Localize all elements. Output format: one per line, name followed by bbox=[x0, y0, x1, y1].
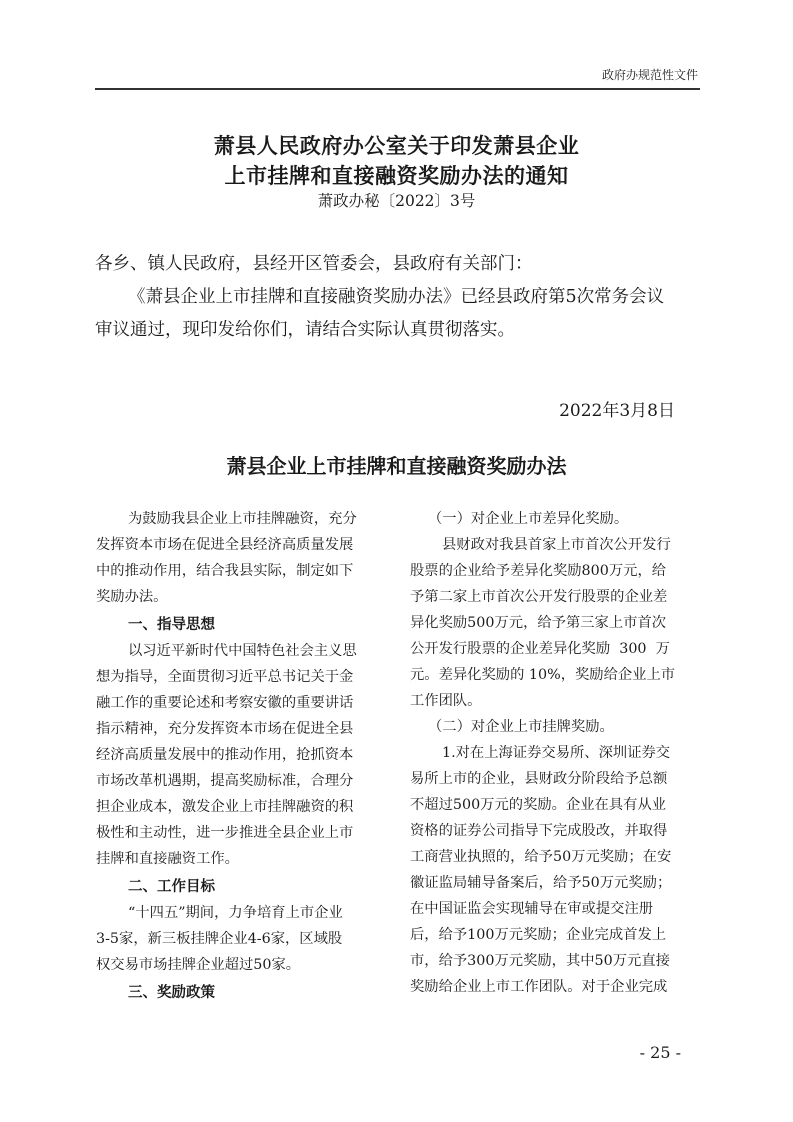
right-paragraph-line: 1.对在上海证券交易所、深圳证券交 bbox=[442, 745, 671, 761]
left-paragraph-line: 以习近平新时代中国特色社会主义思 bbox=[128, 643, 357, 659]
right-paragraph-line: 股票的企业给予差异化奖励800万元，给 bbox=[410, 563, 667, 579]
left-paragraph-line: 经济高质量发展中的推动作用，抢抓资本 bbox=[96, 747, 354, 763]
section-heading-guiding-ideology: 一、指导思想 bbox=[128, 617, 215, 633]
left-paragraph-line: 指示精神，充分发挥资本市场在促进全县 bbox=[96, 721, 354, 737]
right-paragraph-line: 元。差异化奖励的 10%，奖励给企业上市 bbox=[410, 667, 676, 683]
right-paragraph-line: 工商营业执照的，给予50万元奖励；在安 bbox=[410, 849, 672, 865]
notice-body-line-1: 《萧县企业上市挂牌和直接融资奖励办法》已经县政府第5次常务会议 bbox=[128, 287, 665, 307]
left-paragraph-line: 担企业成本，激发企业上市挂牌融资的积 bbox=[96, 799, 354, 815]
right-paragraph-line: 资格的证券公司指导下完成股改，并取得 bbox=[410, 823, 668, 839]
section-heading-work-goals: 二、工作目标 bbox=[128, 879, 215, 895]
right-paragraph-line: 异化奖励500万元，给予第三家上市首次 bbox=[410, 615, 667, 631]
notice-body-line-2: 审议通过，现印发给你们，请结合实际认真贯彻落实。 bbox=[95, 320, 515, 340]
issue-date: 2022年3月8日 bbox=[559, 401, 675, 421]
left-paragraph-line: 发挥资本市场在促进全县经济高质量发展 bbox=[96, 537, 354, 553]
left-paragraph-line: “十四五”期间，力争培育上市企业 bbox=[128, 905, 343, 921]
left-paragraph-line: 中的推动作用，结合我县实际，制定如下 bbox=[96, 563, 354, 579]
subsection-heading-differentiated-reward: （一）对企业上市差异化奖励。 bbox=[428, 511, 629, 527]
page-number: - 25 - bbox=[639, 1043, 681, 1062]
left-paragraph-line: 想为指导，全面贯彻习近平总书记关于金 bbox=[96, 669, 354, 685]
left-paragraph-line: 权交易市场挂牌企业超过50家。 bbox=[96, 957, 301, 973]
left-paragraph-line: 3-5家，新三板挂牌企业4-6家，区域股 bbox=[96, 931, 343, 947]
right-paragraph-line: 后，给予100万元奖励；企业完成首发上 bbox=[410, 927, 667, 943]
notice-title-line-1: 萧县人民政府办公室关于印发萧县企业 bbox=[213, 133, 580, 158]
section-heading-reward-policy: 三、奖励政策 bbox=[128, 985, 215, 1001]
header-divider bbox=[95, 88, 700, 90]
subsection-heading-listing-reward: （二）对企业上市挂牌奖励。 bbox=[428, 719, 614, 735]
right-paragraph-line: 公开发行股票的企业差异化奖励 300 万 bbox=[410, 641, 670, 657]
addressee: 各乡、镇人民政府，县经开区管委会，县政府有关部门： bbox=[95, 254, 533, 274]
right-paragraph-line: 在中国证监会实现辅导在审或提交注册 bbox=[410, 901, 654, 917]
right-paragraph-line: 易所上市的企业，县财政分阶段给予总额 bbox=[410, 771, 668, 787]
left-paragraph-line: 为鼓励我县企业上市挂牌融资，充分 bbox=[128, 511, 357, 527]
right-paragraph-line: 县财政对我县首家上市首次公开发行 bbox=[442, 537, 671, 553]
left-paragraph-line: 奖励办法。 bbox=[96, 589, 168, 605]
measures-title: 萧县企业上市挂牌和直接融资奖励办法 bbox=[226, 454, 567, 478]
right-paragraph-line: 徽证监局辅导备案后，给予50万元奖励； bbox=[410, 875, 672, 891]
left-paragraph-line: 市场改革机遇期，提高奖励标准，合理分 bbox=[96, 773, 354, 789]
right-paragraph-line: 予第二家上市首次公开发行股票的企业差 bbox=[410, 589, 668, 605]
right-paragraph-line: 市，给予300万元奖励，其中50万元直接 bbox=[410, 953, 670, 969]
left-paragraph-line: 挂牌和直接融资工作。 bbox=[96, 851, 239, 867]
right-paragraph-line: 不超过500万元的奖励。企业在具有从业 bbox=[410, 797, 667, 813]
document-category-label: 政府办规范性文件 bbox=[601, 68, 698, 82]
notice-title-line-2: 上市挂牌和直接融资奖励办法的通知 bbox=[224, 163, 569, 188]
right-paragraph-line: 奖励给企业上市工作团队。对于企业完成 bbox=[410, 979, 668, 995]
right-paragraph-line: 工作团队。 bbox=[410, 693, 482, 709]
left-paragraph-line: 极性和主动性，进一步推进全县企业上市 bbox=[96, 825, 354, 841]
document-number: 萧政办秘〔2022〕3号 bbox=[317, 192, 476, 210]
left-paragraph-line: 融工作的重要论述和考察安徽的重要讲话 bbox=[96, 695, 354, 711]
